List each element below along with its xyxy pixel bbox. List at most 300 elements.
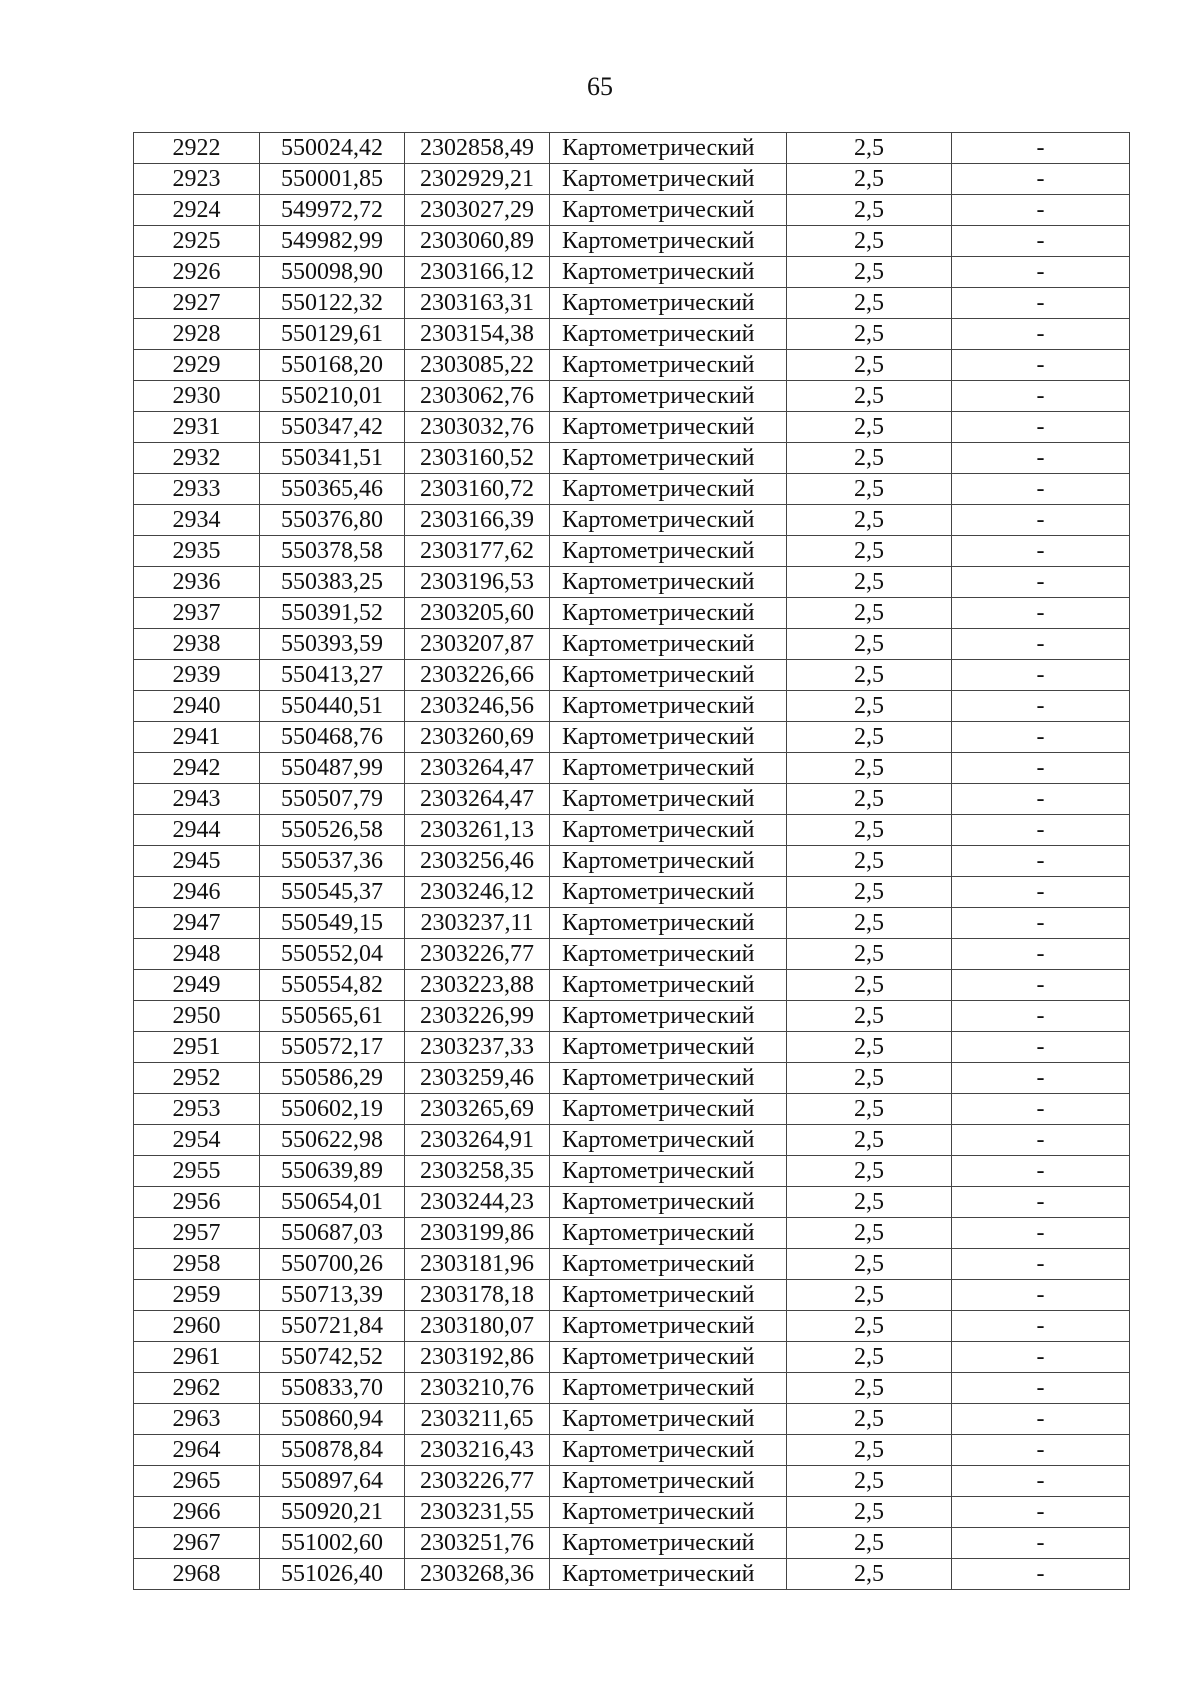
method-cell: Картометрический (550, 1218, 787, 1249)
y-coordinate-cell: 2303032,76 (405, 412, 550, 443)
table-row (134, 877, 1130, 908)
description-cell: - (952, 1528, 1130, 1559)
y-coordinate-cell: 2303246,12 (405, 877, 550, 908)
accuracy-cell: 2,5 (787, 412, 952, 443)
table-row (134, 1373, 1130, 1404)
x-coordinate-cell: 550468,76 (260, 722, 405, 753)
method-cell: Картометрический (550, 195, 787, 226)
x-coordinate-cell: 550440,51 (260, 691, 405, 722)
y-coordinate-cell: 2303160,72 (405, 474, 550, 505)
x-coordinate-cell: 550122,32 (260, 288, 405, 319)
method-cell: Картометрический (550, 691, 787, 722)
point-number-cell: 2923 (134, 164, 260, 195)
x-coordinate-cell: 550572,17 (260, 1032, 405, 1063)
description-cell: - (952, 1156, 1130, 1187)
accuracy-cell: 2,5 (787, 1466, 952, 1497)
point-number-cell: 2956 (134, 1187, 260, 1218)
method-cell: Картометрический (550, 722, 787, 753)
accuracy-cell: 2,5 (787, 629, 952, 660)
method-cell: Картометрический (550, 1528, 787, 1559)
point-number-cell: 2945 (134, 846, 260, 877)
table-row (134, 1559, 1130, 1590)
y-coordinate-cell: 2303226,99 (405, 1001, 550, 1032)
point-number-cell: 2943 (134, 784, 260, 815)
table-row (134, 195, 1130, 226)
x-coordinate-cell: 550376,80 (260, 505, 405, 536)
point-number-cell: 2962 (134, 1373, 260, 1404)
method-cell: Картометрический (550, 1280, 787, 1311)
table-row (134, 722, 1130, 753)
x-coordinate-cell: 550920,21 (260, 1497, 405, 1528)
y-coordinate-cell: 2303210,76 (405, 1373, 550, 1404)
y-coordinate-cell: 2303216,43 (405, 1435, 550, 1466)
x-coordinate-cell: 551026,40 (260, 1559, 405, 1590)
description-cell: - (952, 1497, 1130, 1528)
accuracy-cell: 2,5 (787, 598, 952, 629)
table-row (134, 1280, 1130, 1311)
description-cell: - (952, 753, 1130, 784)
accuracy-cell: 2,5 (787, 846, 952, 877)
point-number-cell: 2937 (134, 598, 260, 629)
point-number-cell: 2926 (134, 257, 260, 288)
point-number-cell: 2954 (134, 1125, 260, 1156)
point-number-cell: 2924 (134, 195, 260, 226)
accuracy-cell: 2,5 (787, 1559, 952, 1590)
accuracy-cell: 2,5 (787, 1156, 952, 1187)
table-row (134, 350, 1130, 381)
description-cell: - (952, 226, 1130, 257)
accuracy-cell: 2,5 (787, 1342, 952, 1373)
table-row (134, 629, 1130, 660)
table-row (134, 1497, 1130, 1528)
point-number-cell: 2967 (134, 1528, 260, 1559)
description-cell: - (952, 133, 1130, 164)
description-cell: - (952, 1063, 1130, 1094)
table-row (134, 815, 1130, 846)
x-coordinate-cell: 550554,82 (260, 970, 405, 1001)
accuracy-cell: 2,5 (787, 288, 952, 319)
description-cell: - (952, 1373, 1130, 1404)
y-coordinate-cell: 2303260,69 (405, 722, 550, 753)
accuracy-cell: 2,5 (787, 1187, 952, 1218)
method-cell: Картометрический (550, 629, 787, 660)
description-cell: - (952, 660, 1130, 691)
y-coordinate-cell: 2303264,47 (405, 784, 550, 815)
x-coordinate-cell: 550639,89 (260, 1156, 405, 1187)
description-cell: - (952, 195, 1130, 226)
description-cell: - (952, 1218, 1130, 1249)
table-row (134, 1032, 1130, 1063)
description-cell: - (952, 877, 1130, 908)
method-cell: Картометрический (550, 412, 787, 443)
x-coordinate-cell: 550365,46 (260, 474, 405, 505)
y-coordinate-cell: 2303226,77 (405, 1466, 550, 1497)
table-row (134, 1187, 1130, 1218)
x-coordinate-cell: 550713,39 (260, 1280, 405, 1311)
x-coordinate-cell: 550383,25 (260, 567, 405, 598)
y-coordinate-cell: 2303261,13 (405, 815, 550, 846)
point-number-cell: 2964 (134, 1435, 260, 1466)
y-coordinate-cell: 2303166,39 (405, 505, 550, 536)
y-coordinate-cell: 2303246,56 (405, 691, 550, 722)
method-cell: Картометрический (550, 567, 787, 598)
x-coordinate-cell: 550347,42 (260, 412, 405, 443)
accuracy-cell: 2,5 (787, 722, 952, 753)
accuracy-cell: 2,5 (787, 1063, 952, 1094)
description-cell: - (952, 1404, 1130, 1435)
x-coordinate-cell: 549982,99 (260, 226, 405, 257)
x-coordinate-cell: 550537,36 (260, 846, 405, 877)
y-coordinate-cell: 2303060,89 (405, 226, 550, 257)
x-coordinate-cell: 550507,79 (260, 784, 405, 815)
y-coordinate-cell: 2303226,66 (405, 660, 550, 691)
y-coordinate-cell: 2303154,38 (405, 319, 550, 350)
method-cell: Картометрический (550, 1001, 787, 1032)
table-row (134, 1435, 1130, 1466)
description-cell: - (952, 1559, 1130, 1590)
method-cell: Картометрический (550, 1094, 787, 1125)
y-coordinate-cell: 2303264,47 (405, 753, 550, 784)
y-coordinate-cell: 2303062,76 (405, 381, 550, 412)
method-cell: Картометрический (550, 1063, 787, 1094)
description-cell: - (952, 350, 1130, 381)
description-cell: - (952, 1094, 1130, 1125)
method-cell: Картометрический (550, 1466, 787, 1497)
x-coordinate-cell: 550487,99 (260, 753, 405, 784)
y-coordinate-cell: 2303265,69 (405, 1094, 550, 1125)
x-coordinate-cell: 550833,70 (260, 1373, 405, 1404)
method-cell: Картометрический (550, 1187, 787, 1218)
point-number-cell: 2963 (134, 1404, 260, 1435)
x-coordinate-cell: 550001,85 (260, 164, 405, 195)
table-row (134, 1342, 1130, 1373)
accuracy-cell: 2,5 (787, 567, 952, 598)
point-number-cell: 2934 (134, 505, 260, 536)
accuracy-cell: 2,5 (787, 381, 952, 412)
point-number-cell: 2951 (134, 1032, 260, 1063)
accuracy-cell: 2,5 (787, 1435, 952, 1466)
x-coordinate-cell: 550721,84 (260, 1311, 405, 1342)
point-number-cell: 2940 (134, 691, 260, 722)
table-row (134, 164, 1130, 195)
point-number-cell: 2938 (134, 629, 260, 660)
y-coordinate-cell: 2303196,53 (405, 567, 550, 598)
method-cell: Картометрический (550, 846, 787, 877)
table-row (134, 1218, 1130, 1249)
accuracy-cell: 2,5 (787, 1404, 952, 1435)
table-row (134, 908, 1130, 939)
method-cell: Картометрический (550, 164, 787, 195)
accuracy-cell: 2,5 (787, 939, 952, 970)
y-coordinate-cell: 2303163,31 (405, 288, 550, 319)
point-number-cell: 2965 (134, 1466, 260, 1497)
description-cell: - (952, 319, 1130, 350)
x-coordinate-cell: 550098,90 (260, 257, 405, 288)
method-cell: Картометрический (550, 226, 787, 257)
table-row (134, 505, 1130, 536)
x-coordinate-cell: 550897,64 (260, 1466, 405, 1497)
page-number: 65 (587, 72, 613, 101)
table-row (134, 691, 1130, 722)
point-number-cell: 2933 (134, 474, 260, 505)
accuracy-cell: 2,5 (787, 443, 952, 474)
accuracy-cell: 2,5 (787, 877, 952, 908)
point-number-cell: 2947 (134, 908, 260, 939)
method-cell: Картометрический (550, 877, 787, 908)
point-number-cell: 2949 (134, 970, 260, 1001)
table-row (134, 598, 1130, 629)
point-number-cell: 2961 (134, 1342, 260, 1373)
accuracy-cell: 2,5 (787, 908, 952, 939)
y-coordinate-cell: 2303244,23 (405, 1187, 550, 1218)
table-row (134, 1063, 1130, 1094)
method-cell: Картометрический (550, 1311, 787, 1342)
table-row (134, 133, 1130, 164)
description-cell: - (952, 567, 1130, 598)
point-number-cell: 2931 (134, 412, 260, 443)
method-cell: Картометрический (550, 1249, 787, 1280)
y-coordinate-cell: 2303237,11 (405, 908, 550, 939)
table-row (134, 412, 1130, 443)
point-number-cell: 2925 (134, 226, 260, 257)
method-cell: Картометрический (550, 939, 787, 970)
method-cell: Картометрический (550, 133, 787, 164)
description-cell: - (952, 908, 1130, 939)
y-coordinate-cell: 2303177,62 (405, 536, 550, 567)
description-cell: - (952, 1311, 1130, 1342)
description-cell: - (952, 381, 1130, 412)
table-row (134, 1249, 1130, 1280)
x-coordinate-cell: 550602,19 (260, 1094, 405, 1125)
accuracy-cell: 2,5 (787, 1032, 952, 1063)
accuracy-cell: 2,5 (787, 474, 952, 505)
method-cell: Картометрический (550, 1032, 787, 1063)
accuracy-cell: 2,5 (787, 691, 952, 722)
table-row (134, 1001, 1130, 1032)
description-cell: - (952, 1280, 1130, 1311)
description-cell: - (952, 288, 1130, 319)
accuracy-cell: 2,5 (787, 319, 952, 350)
x-coordinate-cell: 550391,52 (260, 598, 405, 629)
accuracy-cell: 2,5 (787, 1218, 952, 1249)
point-number-cell: 2953 (134, 1094, 260, 1125)
accuracy-cell: 2,5 (787, 1497, 952, 1528)
y-coordinate-cell: 2303223,88 (405, 970, 550, 1001)
point-number-cell: 2942 (134, 753, 260, 784)
description-cell: - (952, 598, 1130, 629)
x-coordinate-cell: 550860,94 (260, 1404, 405, 1435)
accuracy-cell: 2,5 (787, 1373, 952, 1404)
x-coordinate-cell: 550654,01 (260, 1187, 405, 1218)
x-coordinate-cell: 550545,37 (260, 877, 405, 908)
description-cell: - (952, 722, 1130, 753)
description-cell: - (952, 412, 1130, 443)
x-coordinate-cell: 550024,42 (260, 133, 405, 164)
accuracy-cell: 2,5 (787, 660, 952, 691)
table-row (134, 939, 1130, 970)
method-cell: Картометрический (550, 288, 787, 319)
accuracy-cell: 2,5 (787, 1001, 952, 1032)
method-cell: Картометрический (550, 815, 787, 846)
accuracy-cell: 2,5 (787, 1125, 952, 1156)
method-cell: Картометрический (550, 1435, 787, 1466)
x-coordinate-cell: 550341,51 (260, 443, 405, 474)
description-cell: - (952, 1466, 1130, 1497)
x-coordinate-cell: 549972,72 (260, 195, 405, 226)
accuracy-cell: 2,5 (787, 1528, 952, 1559)
method-cell: Картометрический (550, 1125, 787, 1156)
point-number-cell: 2941 (134, 722, 260, 753)
x-coordinate-cell: 550393,59 (260, 629, 405, 660)
table-row (134, 474, 1130, 505)
accuracy-cell: 2,5 (787, 257, 952, 288)
accuracy-cell: 2,5 (787, 505, 952, 536)
y-coordinate-cell: 2303211,65 (405, 1404, 550, 1435)
x-coordinate-cell: 550549,15 (260, 908, 405, 939)
method-cell: Картометрический (550, 1342, 787, 1373)
table-row (134, 1156, 1130, 1187)
x-coordinate-cell: 550129,61 (260, 319, 405, 350)
accuracy-cell: 2,5 (787, 815, 952, 846)
y-coordinate-cell: 2303268,36 (405, 1559, 550, 1590)
y-coordinate-cell: 2303178,18 (405, 1280, 550, 1311)
table-row (134, 226, 1130, 257)
table-row (134, 1311, 1130, 1342)
description-cell: - (952, 474, 1130, 505)
y-coordinate-cell: 2303256,46 (405, 846, 550, 877)
table-row (134, 784, 1130, 815)
method-cell: Картометрический (550, 660, 787, 691)
point-number-cell: 2958 (134, 1249, 260, 1280)
coordinates-table (133, 132, 1130, 1590)
description-cell: - (952, 939, 1130, 970)
y-coordinate-cell: 2303205,60 (405, 598, 550, 629)
point-number-cell: 2939 (134, 660, 260, 691)
description-cell: - (952, 505, 1130, 536)
y-coordinate-cell: 2303207,87 (405, 629, 550, 660)
table-row (134, 846, 1130, 877)
description-cell: - (952, 1001, 1130, 1032)
accuracy-cell: 2,5 (787, 1311, 952, 1342)
method-cell: Картометрический (550, 319, 787, 350)
accuracy-cell: 2,5 (787, 164, 952, 195)
description-cell: - (952, 1125, 1130, 1156)
method-cell: Картометрический (550, 505, 787, 536)
coordinates-table-body (134, 133, 1130, 1590)
method-cell: Картометрический (550, 1559, 787, 1590)
point-number-cell: 2960 (134, 1311, 260, 1342)
point-number-cell: 2927 (134, 288, 260, 319)
table-row (134, 443, 1130, 474)
point-number-cell: 2936 (134, 567, 260, 598)
x-coordinate-cell: 550687,03 (260, 1218, 405, 1249)
y-coordinate-cell: 2303237,33 (405, 1032, 550, 1063)
x-coordinate-cell: 550168,20 (260, 350, 405, 381)
point-number-cell: 2952 (134, 1063, 260, 1094)
accuracy-cell: 2,5 (787, 1249, 952, 1280)
description-cell: - (952, 164, 1130, 195)
x-coordinate-cell: 550210,01 (260, 381, 405, 412)
point-number-cell: 2957 (134, 1218, 260, 1249)
point-number-cell: 2959 (134, 1280, 260, 1311)
y-coordinate-cell: 2303264,91 (405, 1125, 550, 1156)
description-cell: - (952, 257, 1130, 288)
x-coordinate-cell: 550526,58 (260, 815, 405, 846)
method-cell: Картометрический (550, 443, 787, 474)
method-cell: Картометрический (550, 598, 787, 629)
y-coordinate-cell: 2303027,29 (405, 195, 550, 226)
y-coordinate-cell: 2303166,12 (405, 257, 550, 288)
accuracy-cell: 2,5 (787, 133, 952, 164)
x-coordinate-cell: 550413,27 (260, 660, 405, 691)
y-coordinate-cell: 2303259,46 (405, 1063, 550, 1094)
y-coordinate-cell: 2303231,55 (405, 1497, 550, 1528)
method-cell: Картометрический (550, 1373, 787, 1404)
accuracy-cell: 2,5 (787, 536, 952, 567)
y-coordinate-cell: 2303085,22 (405, 350, 550, 381)
accuracy-cell: 2,5 (787, 753, 952, 784)
accuracy-cell: 2,5 (787, 784, 952, 815)
method-cell: Картометрический (550, 784, 787, 815)
method-cell: Картометрический (550, 536, 787, 567)
table-row (134, 1466, 1130, 1497)
description-cell: - (952, 1435, 1130, 1466)
point-number-cell: 2948 (134, 939, 260, 970)
x-coordinate-cell: 550878,84 (260, 1435, 405, 1466)
description-cell: - (952, 536, 1130, 567)
table-row (134, 257, 1130, 288)
point-number-cell: 2944 (134, 815, 260, 846)
table-row (134, 536, 1130, 567)
point-number-cell: 2929 (134, 350, 260, 381)
description-cell: - (952, 815, 1130, 846)
accuracy-cell: 2,5 (787, 226, 952, 257)
point-number-cell: 2968 (134, 1559, 260, 1590)
point-number-cell: 2966 (134, 1497, 260, 1528)
table-row (134, 288, 1130, 319)
y-coordinate-cell: 2302929,21 (405, 164, 550, 195)
method-cell: Картометрический (550, 753, 787, 784)
y-coordinate-cell: 2303258,35 (405, 1156, 550, 1187)
y-coordinate-cell: 2303192,86 (405, 1342, 550, 1373)
accuracy-cell: 2,5 (787, 970, 952, 1001)
y-coordinate-cell: 2303160,52 (405, 443, 550, 474)
point-number-cell: 2932 (134, 443, 260, 474)
method-cell: Картометрический (550, 474, 787, 505)
table-row (134, 1094, 1130, 1125)
point-number-cell: 2928 (134, 319, 260, 350)
description-cell: - (952, 1249, 1130, 1280)
description-cell: - (952, 691, 1130, 722)
y-coordinate-cell: 2303199,86 (405, 1218, 550, 1249)
description-cell: - (952, 846, 1130, 877)
accuracy-cell: 2,5 (787, 1280, 952, 1311)
method-cell: Картометрический (550, 908, 787, 939)
table-row (134, 319, 1130, 350)
x-coordinate-cell: 550586,29 (260, 1063, 405, 1094)
table-row (134, 1125, 1130, 1156)
y-coordinate-cell: 2303226,77 (405, 939, 550, 970)
point-number-cell: 2946 (134, 877, 260, 908)
y-coordinate-cell: 2303181,96 (405, 1249, 550, 1280)
x-coordinate-cell: 551002,60 (260, 1528, 405, 1559)
point-number-cell: 2922 (134, 133, 260, 164)
point-number-cell: 2950 (134, 1001, 260, 1032)
table-row (134, 567, 1130, 598)
method-cell: Картометрический (550, 257, 787, 288)
y-coordinate-cell: 2302858,49 (405, 133, 550, 164)
accuracy-cell: 2,5 (787, 1094, 952, 1125)
